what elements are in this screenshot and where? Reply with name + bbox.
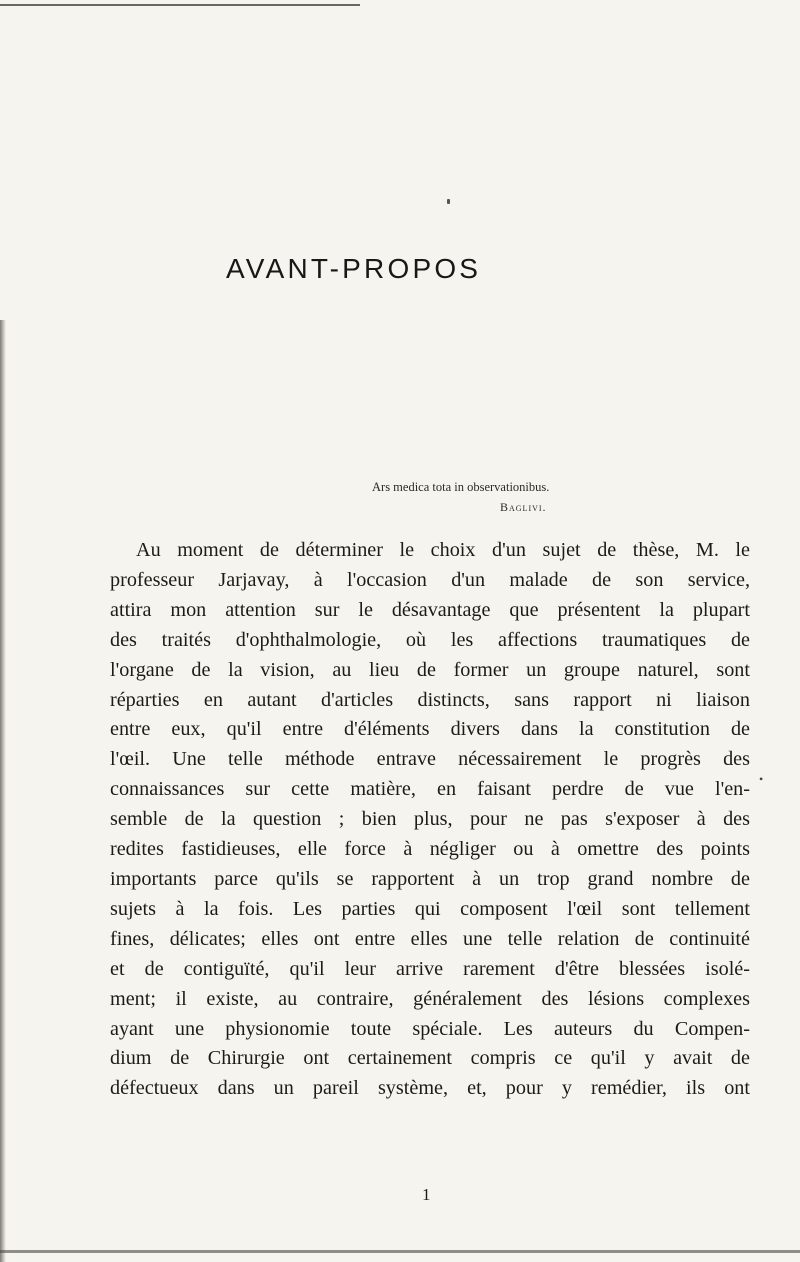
text-line: ayant une physionomie toute spéciale. Les auteurs du Compen-	[110, 1017, 750, 1040]
text-line: des traités d'ophthalmologie, où les affections traumatiques de	[110, 628, 750, 651]
page-number: 1	[422, 1185, 431, 1204]
page-title: AVANT-PROPOS	[226, 253, 482, 284]
epigraph	[372, 477, 752, 517]
text-line: et de contiguïté, qu'il leur arrive rarement d'être blessées isolé-	[110, 957, 750, 980]
epigraph-quote: Ars medica tota in observationibus.	[372, 480, 550, 494]
text-line: défectueux dans un pareil système, et, pour y remédier, ils ont	[110, 1077, 750, 1100]
text-line: attira mon attention sur le désavantage que présentent la plupart	[110, 598, 750, 621]
text-line: l'œil. Une telle méthode entrave nécessairement le progrès des	[110, 748, 750, 771]
text-line: connaissances sur cette matière, en faisant perdre de vue l'en-	[110, 778, 750, 801]
top-rule	[0, 4, 360, 6]
page-edge-shadow	[0, 320, 6, 1262]
text-line: semble de la question ; bien plus, pour ne pas s'exposer à des	[110, 808, 750, 831]
margin-ink-mark: •	[759, 772, 764, 786]
text-line: redites fastidieuses, elle force à négliger ou à omettre des points	[110, 838, 750, 861]
ink-speck	[447, 199, 450, 204]
text-line: professeur Jarjavay, à l'occasion d'un malade de son service,	[110, 568, 750, 591]
bottom-rule	[0, 1250, 800, 1253]
text-line: entre eux, qu'il entre d'éléments divers dans la constitution de	[110, 718, 750, 741]
text-line: Au moment de déterminer le choix d'un sujet de thèse, M. le	[136, 539, 750, 561]
text-line: réparties en autant d'articles distincts, sans rapport ni liaison	[110, 688, 750, 711]
text-line: dium de Chirurgie ont certainement compris ce qu'il y avait de	[110, 1047, 750, 1070]
text-line: importants parce qu'ils se rapportent à un trop grand nombre de	[110, 867, 750, 890]
text-line: ment; il existe, au contraire, généralement des lésions complexes	[110, 987, 750, 1010]
text-line: l'organe de la vision, au lieu de former un groupe naturel, sont	[110, 658, 750, 681]
text-line: sujets à la fois. Les parties qui composent l'œil sont tellement	[110, 897, 750, 920]
body-paragraph	[110, 536, 750, 1104]
epigraph-author: Baglivi.	[500, 500, 547, 514]
text-line: fines, délicates; elles ont entre elles une telle relation de continuité	[110, 927, 750, 950]
